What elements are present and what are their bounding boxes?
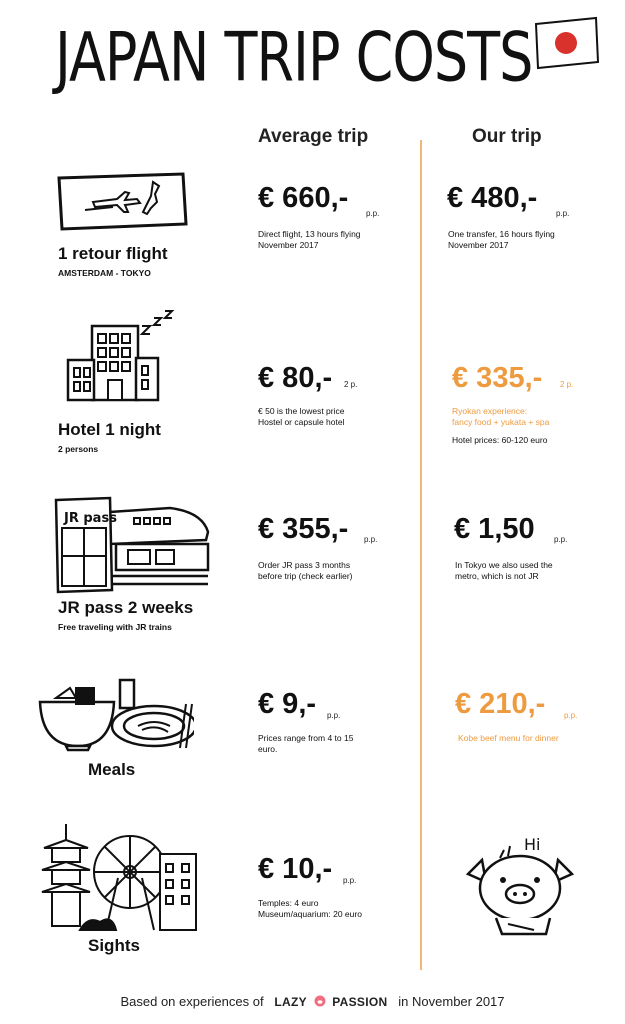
item-label-sights: Sights <box>88 936 140 955</box>
jr-pass-ticket-text: JR pass <box>64 511 117 526</box>
meals-icon <box>36 668 194 752</box>
avg-note1-meals: Prices range from 4 to 15 <box>258 733 354 743</box>
avg-price-sights: € 10,- <box>258 853 333 885</box>
our-price-jr: € 1,50 <box>454 513 535 545</box>
avg-note2-hotel: Hostel or capsule hotel <box>258 417 345 427</box>
plane-ticket-icon <box>55 172 190 232</box>
brand-passion: PASSION <box>332 995 388 1009</box>
item-sub-hotel: 2 persons <box>58 444 99 454</box>
brand-lazy: LAZY <box>274 995 307 1009</box>
avg-price-flight: € 660,- <box>258 182 349 214</box>
train-pass-icon <box>52 496 210 596</box>
avg-note1-jr: Order JR pass 3 months <box>258 560 351 570</box>
our-note2-jr: metro, which is not JR <box>455 571 539 581</box>
average-trip-header: Average trip <box>258 126 369 147</box>
footer-suffix: in November 2017 <box>398 994 505 1009</box>
avg-note1-sights: Temples: 4 euro <box>258 898 319 908</box>
avg-unit-jr: p.p. <box>364 535 378 544</box>
avg-unit-flight: p.p. <box>366 209 380 218</box>
item-label-flight: 1 retour flight <box>58 244 168 263</box>
our-note1-hotel: Ryokan experience: <box>452 406 528 416</box>
our-trip-header: Our trip <box>472 126 542 147</box>
avg-note1-hotel: € 50 is the lowest price <box>258 406 345 416</box>
our-note2-hotel: fancy food + yukata + spa <box>452 417 550 427</box>
avg-note2-jr: before trip (check earlier) <box>258 571 353 581</box>
item-label-jr: JR pass 2 weeks <box>58 598 194 617</box>
item-label-meals: Meals <box>88 760 136 779</box>
japan-flag-icon <box>532 16 600 70</box>
pig-logo-icon <box>313 995 327 1007</box>
pig-mascot-icon <box>460 830 580 938</box>
avg-price-hotel: € 80,- <box>258 362 333 394</box>
avg-note2-flight: November 2017 <box>258 240 319 250</box>
sights-icon <box>40 818 200 936</box>
our-note1-jr: In Tokyo we also used the <box>455 560 553 570</box>
avg-price-jr: € 355,- <box>258 513 349 545</box>
avg-note2-sights: Museum/aquarium: 20 euro <box>258 909 362 919</box>
our-unit-jr: p.p. <box>554 535 568 544</box>
our-unit-flight: p.p. <box>556 209 570 218</box>
our-note2-flight: November 2017 <box>448 240 509 250</box>
footer <box>0 994 625 1009</box>
avg-unit-meals: p.p. <box>327 711 341 720</box>
our-unit-hotel: 2 p. <box>560 380 574 389</box>
our-note1-flight: One transfer, 16 hours flying <box>448 229 555 239</box>
item-label-hotel: Hotel 1 night <box>58 420 161 439</box>
avg-unit-sights: p.p. <box>343 876 357 885</box>
our-price-meals: € 210,- <box>455 688 546 720</box>
page-title: JAPAN TRIP COSTS <box>55 18 533 97</box>
our-price-flight: € 480,- <box>447 182 538 214</box>
our-unit-meals: p.p. <box>564 711 578 720</box>
column-divider <box>420 140 422 970</box>
hotel-icon <box>60 308 185 403</box>
avg-price-meals: € 9,- <box>258 688 317 720</box>
avg-note2-meals: euro. <box>258 744 278 754</box>
item-sub-jr: Free traveling with JR trains <box>58 622 172 632</box>
footer-prefix: Based on experiences of <box>120 994 264 1009</box>
item-sub-flight: AMSTERDAM - TOKYO <box>58 268 151 278</box>
our-price-hotel: € 335,- <box>452 362 543 394</box>
avg-unit-hotel: 2 p. <box>344 380 358 389</box>
avg-note1-flight: Direct flight, 13 hours flying <box>258 229 361 239</box>
our-note1-meals: Kobe beef menu for dinner <box>458 733 559 743</box>
our-note3-hotel: Hotel prices: 60-120 euro <box>452 435 548 445</box>
pig-speech-text: Hi <box>524 835 541 854</box>
